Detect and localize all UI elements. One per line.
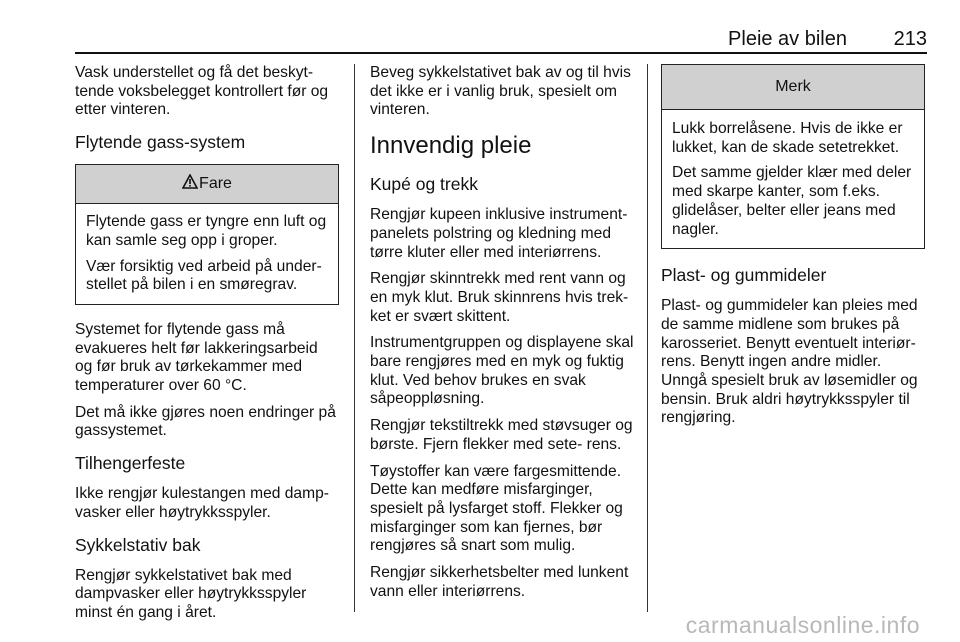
warning-box-body [76, 204, 338, 304]
paragraph: Rengjør kupeen inklusive instrument- panelets polstring og kledning med tørre kluter eller med interiørrens. [370, 206, 628, 261]
column-middle [370, 64, 634, 609]
paragraph: Rengjør sykkelstativet bak med dampvasker eller høytrykksspyler minst én gang i året. [75, 566, 307, 621]
section-heading-towbar: Tilhengerfeste [75, 453, 186, 474]
main-heading-interior-care: Innvendig pleie [370, 132, 532, 160]
paragraph: Tøystoffer kan være fargesmittende. Dette kan medføre misfarginger, spesielt på lysfarget stoff. Flekker og misfarginger som kan fjernes, bør rengjøres så snart som mulig. [370, 462, 623, 555]
paragraph: Plast- og gummideler kan pleies med de samme midlene som brukes på karosseriet. Benytt eventuelt interiør- rens. Benytt ingen andre midler. Unngå spesielt bruk av løsemidler og bensin. Bruk aldri høytrykksspyler til rengjøring. [661, 297, 918, 427]
section-heading-bikerack: Sykkelstativ bak [75, 534, 201, 555]
page-title: Pleie av bilen [728, 28, 847, 50]
paragraph: Systemet for flytende gass må evakueres helt før lakkeringsarbeid og før bruk av tørkekammer med temperaturer over 60 °C. [75, 320, 318, 395]
warning-box-title: Fare [199, 174, 232, 192]
warning-triangle-icon [182, 174, 198, 195]
page-header [75, 22, 927, 54]
warning-paragraph: Flytende gass er tyngre enn luft og kan samle seg opp i groper. [86, 213, 327, 249]
column-left [75, 64, 339, 631]
note-paragraph: Lukk borrelåsene. Hvis de ikke er lukket, kan de skade setetrekket. [672, 120, 903, 156]
note-paragraph: Det samme gjelder klær med deler med skarpe kanter, som f.eks. glidelåser, belter eller jeans med nagler. [672, 164, 912, 238]
note-box-title: Merk [775, 77, 811, 95]
note-box-body [662, 110, 924, 248]
column-divider [647, 64, 648, 612]
paragraph: Vask understellet og få det beskyt- tende voksbelegget kontrollert før og etter vinteren. [75, 64, 329, 119]
watermark: carmanualsonline.info [685, 612, 920, 638]
note-box [661, 64, 925, 249]
column-divider [354, 64, 355, 612]
paragraph: Rengjør tekstiltrekk med støvsuger og børste. Fjern flekker med sete- rens. [370, 417, 633, 453]
section-heading-cabin: Kupé og trekk [370, 174, 478, 195]
paragraph: Rengjør skinntrekk med rent vann og en myk klut. Bruk skinnrens hvis trek- ket er svært skittent. [370, 270, 629, 325]
warning-box [75, 164, 339, 305]
warning-box-header [76, 165, 338, 204]
paragraph: Instrumentgruppen og displayene skal bare rengjøres med en myk og fuktig klut. Ved behov brukes en svak såpeoppløsning. [370, 334, 634, 408]
paragraph: Rengjør sikkerhetsbelter med lunkent vann eller interiørrens. [370, 564, 629, 600]
section-heading-gas: Flytende gass-system [75, 132, 246, 153]
warning-paragraph: Vær forsiktig ved arbeid på under- stellet på bilen i en smøregrav. [86, 257, 322, 294]
column-right [661, 64, 925, 436]
paragraph: Ikke rengjør kulestangen med damp- vasker eller høytrykksspyler. [75, 485, 329, 521]
paragraph: Beveg sykkelstativet bak av og til hvis det ikke er i vanlig bruk, spesielt om vinteren. [370, 64, 631, 119]
section-heading-plastic: Plast- og gummideler [661, 265, 827, 286]
note-box-header [662, 65, 924, 110]
page-number: 213 [893, 28, 927, 50]
paragraph: Det må ikke gjøres noen endringer på gassystemet. [75, 403, 336, 440]
